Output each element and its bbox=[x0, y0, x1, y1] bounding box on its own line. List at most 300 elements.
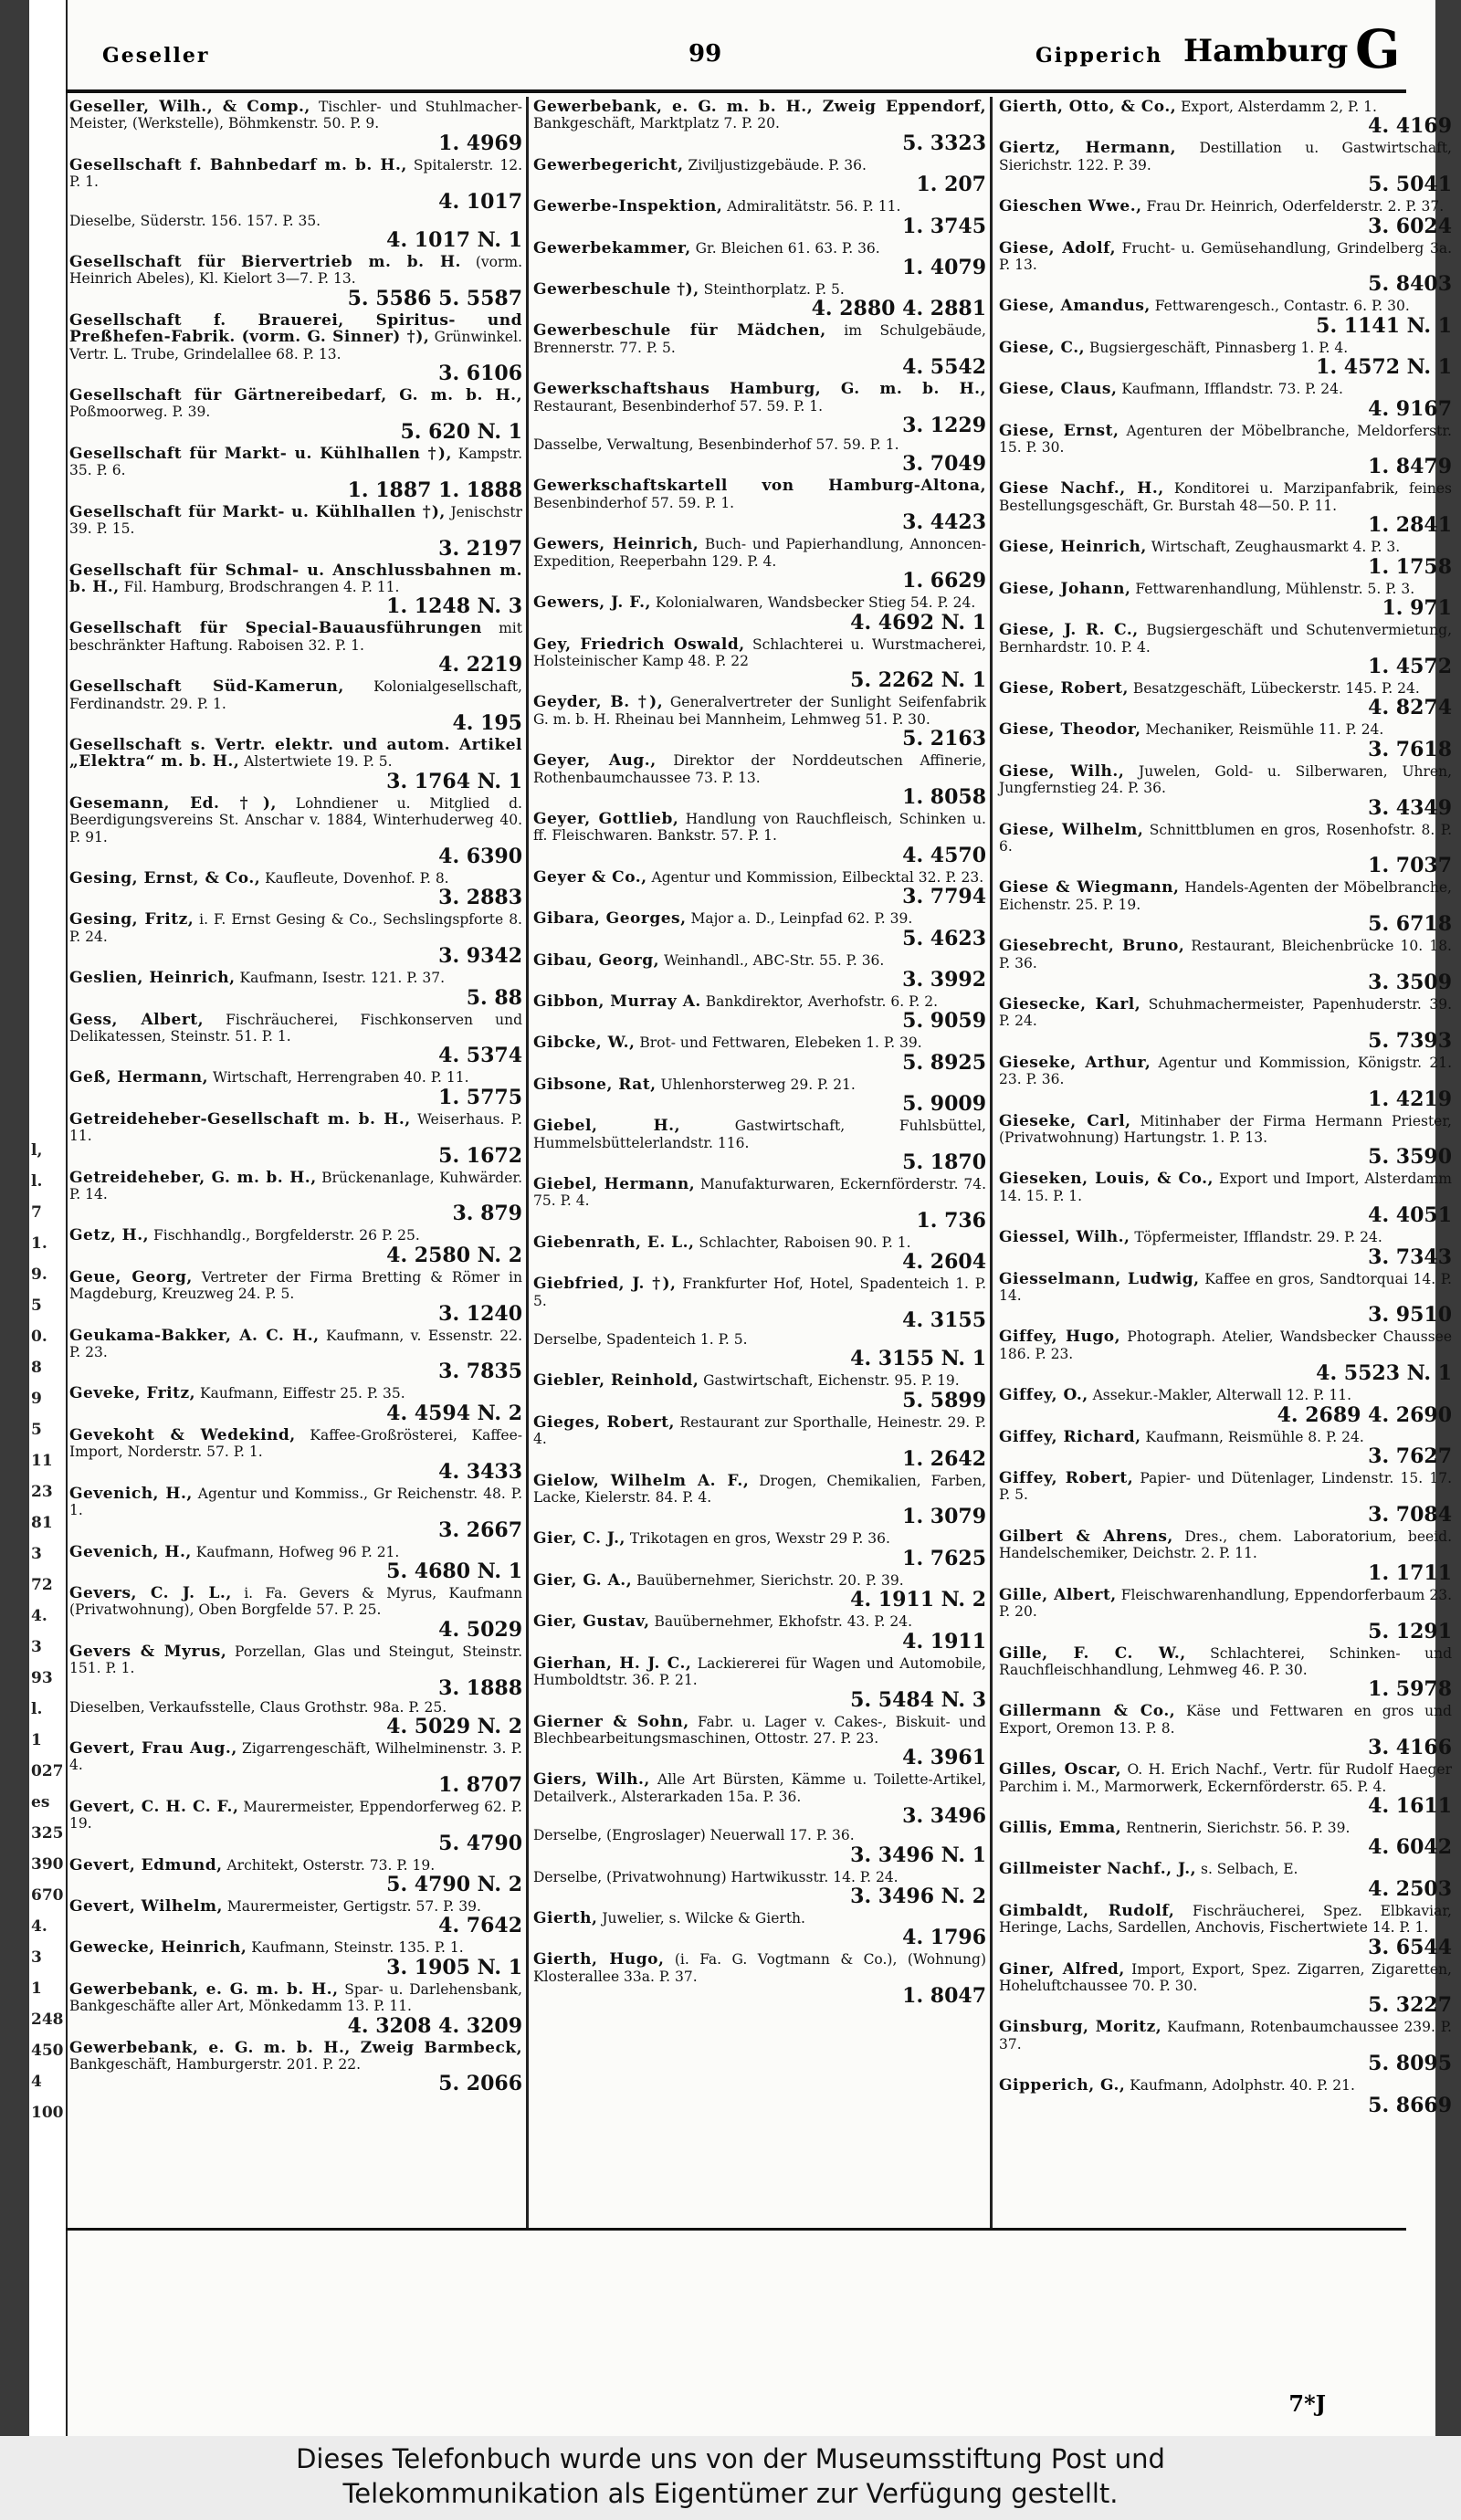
listing-entry bbox=[533, 1613, 986, 1652]
listing-phone: 4. 2689 4. 2690 bbox=[1277, 1402, 1452, 1427]
listing-entry bbox=[533, 594, 986, 633]
listing-details: Agentur und Kommission, Eilbecktal 32. P. 23. bbox=[651, 868, 984, 886]
listing-entry bbox=[69, 1069, 522, 1108]
listing-phone: 3. 7084 bbox=[1368, 1502, 1452, 1527]
listing-entry bbox=[69, 1227, 522, 1265]
listing-details: Zigarrengeschäft, Wilhelminenstr. 3. P. 4. bbox=[69, 1739, 522, 1774]
listing-details: Kaffee en gros, Sandtorquai 14. P. 14. bbox=[999, 1270, 1452, 1305]
listing-phone: 3. 1240 bbox=[438, 1301, 522, 1326]
listing-name: Gesellschaft für Markt- u. Kühlhallen †), bbox=[69, 444, 452, 463]
listing-entry bbox=[533, 1869, 986, 1907]
listing-entry bbox=[999, 581, 1452, 619]
listing-phone: 3. 1905 N. 1 bbox=[386, 1955, 522, 1979]
listing-phone: 4. 1017 bbox=[438, 189, 522, 214]
listing-phone: 5. 4623 bbox=[902, 926, 986, 950]
listing-name: Gipperich, G., bbox=[999, 2076, 1126, 2095]
listing-details: s. Selbach, E. bbox=[1201, 1861, 1298, 1878]
listing-name: Gewers, Heinrich, bbox=[533, 535, 699, 554]
listing-details: Juwelen, Gold- u. Silberwaren, Uhren, Jungfernstieg 24. P. 36. bbox=[999, 762, 1452, 797]
listing-phone: 3. 1229 bbox=[902, 414, 986, 438]
listing-entry bbox=[533, 694, 986, 750]
listing-entry bbox=[69, 1857, 522, 1895]
listing-name: Gier, G. A., bbox=[533, 1570, 633, 1590]
listing-name: Giese, Claus, bbox=[999, 380, 1118, 399]
listing-details: Poßmoorweg. P. 39. bbox=[69, 404, 211, 421]
listing-entry bbox=[999, 2019, 1452, 2074]
listing-details: Spitalerstr. 12. P. 1. bbox=[69, 156, 523, 191]
listing-entry bbox=[999, 879, 1452, 935]
listing-phone: 5. 620 N. 1 bbox=[400, 419, 522, 444]
listing-phone: 4. 4692 N. 1 bbox=[850, 610, 986, 635]
listing-details: Rentnerin, Sierichstr. 56. P. 39. bbox=[1126, 1819, 1351, 1836]
listing-entry bbox=[999, 198, 1452, 236]
listing-branch: Dieselben, Verkaufsstelle, Claus Grothstr. 98a. P. 25. bbox=[69, 1698, 447, 1716]
listing-entry bbox=[533, 1372, 986, 1411]
listing-details: Kaufmann, Hofweg 96 P. 21. bbox=[195, 1543, 400, 1560]
listing-details: mit beschränkter Haftung. Raboisen 32. P. 1. bbox=[69, 620, 522, 654]
listing-name: Gibsone, Rat, bbox=[533, 1075, 657, 1094]
listing-entry bbox=[533, 240, 986, 278]
listing-name: Gieseke, Arthur, bbox=[999, 1053, 1151, 1072]
listing-entry bbox=[69, 737, 522, 793]
listing-phone: 4. 4570 bbox=[902, 843, 986, 867]
listing-name: Gierth, Otto, & Co., bbox=[999, 98, 1177, 116]
listing-branch: Derselbe, Spadenteich 1. P. 5. bbox=[533, 1331, 748, 1349]
listing-name: Giesselmann, Ludwig, bbox=[999, 1269, 1200, 1288]
listing-name: Gesellschaft für Biervertrieb m. b. H. bbox=[69, 253, 461, 272]
listing-details: Restaurant zur Sporthalle, Heinestr. 29. P. 4. bbox=[533, 1413, 986, 1448]
listing-details: Kaufleute, Dovenhof. P. 8. bbox=[265, 869, 449, 887]
header-first-entry: Geseller bbox=[102, 44, 210, 68]
listing-entry bbox=[533, 281, 986, 320]
listing-details: Weinhandl., ABC-Str. 55. P. 36. bbox=[663, 951, 885, 969]
listing-phone: 3. 2667 bbox=[438, 1517, 522, 1542]
listing-details: Lackiererei für Wagen und Automobile, Humboldtstr. 36. P. 21. bbox=[533, 1654, 986, 1689]
edge-fragment: 3 bbox=[31, 1638, 42, 1656]
listing-details: Gastwirtschaft, Fuhlsbüttel, Hummelsbüttelerlandstr. 116. bbox=[533, 1118, 986, 1151]
listing-name: Giese, Robert, bbox=[999, 678, 1129, 698]
listing-name: Gewerkschaftshaus Hamburg, G. m. b. H., bbox=[533, 380, 986, 399]
edge-fragment: l. bbox=[31, 1172, 43, 1191]
listing-details: Porzellan, Glas und Steingut, Steinstr. 151. P. 1. bbox=[69, 1643, 522, 1677]
listing-entry bbox=[533, 322, 986, 378]
listing-phone: 5. 6718 bbox=[1368, 912, 1452, 937]
listing-name: Gesellschaft Süd-Kamerun, bbox=[69, 677, 344, 697]
listing-name: Gewerbebank, e. G. m. b. H., Zweig Eppendorf, bbox=[533, 98, 986, 116]
footer-line-2: Telekommunikation als Eigentümer zur Verfügung gestellt. bbox=[342, 2478, 1119, 2509]
listing-details: Alstertwiete 19. P. 5. bbox=[244, 753, 393, 771]
listing-phone: 5. 1141 N. 1 bbox=[1316, 313, 1452, 338]
listing-phone: 3. 6106 bbox=[438, 362, 522, 386]
header-last-entry: Gipperich bbox=[1035, 44, 1163, 68]
header-rule bbox=[66, 89, 1406, 93]
edge-fragment: 4. bbox=[31, 1917, 47, 1936]
listing-phone: 3. 7343 bbox=[1368, 1244, 1452, 1269]
listing-details: Dres., chem. Laboratorium, beeid. Handelschemiker, Deichstr. 2. P. 11. bbox=[999, 1528, 1452, 1562]
listing-entry bbox=[999, 1703, 1452, 1759]
listing-name: Gevenich, H., bbox=[69, 1542, 192, 1561]
edge-fragment: 7 bbox=[31, 1203, 42, 1222]
listing-entry bbox=[999, 1229, 1452, 1267]
listing-phone: 1. 4969 bbox=[438, 131, 522, 155]
listing-name: Gevenich, H., bbox=[69, 1484, 193, 1503]
listing-phone: 1. 8058 bbox=[902, 784, 986, 809]
listing-details: Alle Art Bürsten, Kämme u. Toilette-Artikel, Detailverk., Alsterarkaden 15a. P. 36. bbox=[533, 1771, 986, 1805]
listing-name: Gesellschaft für Gärtnereibedarf, G. m. b. H., bbox=[69, 386, 522, 405]
edge-fragment: 1 bbox=[31, 1731, 42, 1749]
listing-name: Giese, Heinrich, bbox=[999, 538, 1147, 557]
listing-name: Gierner & Sohn, bbox=[533, 1712, 689, 1731]
listing-phone: 4. 6390 bbox=[438, 844, 522, 868]
listing-phone: 4. 3433 bbox=[438, 1459, 522, 1484]
listing-details: Manufakturwaren, Eckernförderstr. 74. 75. P. 4. bbox=[533, 1176, 986, 1210]
listing-phone: 1. 4572 N. 1 bbox=[1316, 355, 1452, 380]
listing-details: Maurermeister, Gertigstr. 57. P. 39. bbox=[226, 1897, 481, 1915]
listing-name: Gille, F. C. W., bbox=[999, 1643, 1186, 1663]
listing-name: Gewecke, Heinrich, bbox=[69, 1938, 247, 1958]
listing-entry bbox=[533, 1034, 986, 1073]
listing-phone: 5. 4790 bbox=[438, 1831, 522, 1855]
listing-entry bbox=[533, 993, 986, 1032]
listing-details: i. Fa. Gevers & Myrus, Kaufmann (Privatwohnung), Oben Borgfelde 57. P. 25. bbox=[69, 1584, 522, 1619]
listing-name: Gesellschaft für Schmal- u. Anschlussbahnen m. b. H., bbox=[69, 561, 522, 596]
listing-phone: 5. 4680 N. 1 bbox=[386, 1559, 522, 1583]
listing-details: Kaufmann, Reismühle 8. P. 24. bbox=[1145, 1428, 1364, 1445]
listing-phone: 1. 4219 bbox=[1368, 1087, 1452, 1111]
listing-entry bbox=[533, 636, 986, 692]
header-city: Hamburg bbox=[1183, 33, 1349, 69]
listing-details: Handlung von Rauchfleisch, Schinken u. ff. Fleischwaren. Bankstr. 57. P. 1. bbox=[533, 810, 986, 845]
listing-phone: 3. 3992 bbox=[902, 967, 986, 992]
listing-phone: 3. 4349 bbox=[1368, 795, 1452, 820]
listing-phone: 1. 971 bbox=[1382, 596, 1452, 621]
footer-line-1: Dieses Telefonbuch wurde uns von der Museumsstiftung Post und bbox=[296, 2443, 1165, 2474]
listing-name: Giesebrecht, Bruno, bbox=[999, 937, 1185, 956]
listing-entry bbox=[999, 240, 1452, 296]
listing-details: Weiserhaus. P. 11. bbox=[69, 1110, 522, 1145]
listing-name: Gesellschaft f. Brauerei, Spiritus- und Preßhefen-Fabrik. (vorm. G. Sinner) †), bbox=[69, 310, 522, 347]
listing-phone: 5. 9059 bbox=[902, 1009, 986, 1034]
listing-entry bbox=[999, 298, 1452, 336]
listing-name: Giese Nachf., H., bbox=[999, 479, 1164, 499]
listing-details: Kolonialgesellschaft, Ferdinandstr. 29. P. 1. bbox=[69, 678, 522, 712]
listing-name: Giese & Wiegmann, bbox=[999, 878, 1180, 898]
edge-fragment: 248 bbox=[31, 2011, 64, 2029]
edge-fragment: 4. bbox=[31, 1607, 47, 1625]
edge-fragment: 1. bbox=[31, 1234, 47, 1253]
listing-entry bbox=[69, 1643, 522, 1738]
listing-details: Schnittblumen en gros, Rosenhofstr. 8. P. 6. bbox=[999, 821, 1453, 855]
listing-phone: 4. 5523 N. 1 bbox=[1316, 1361, 1452, 1386]
listing-phone: 4. 1796 bbox=[902, 1926, 986, 1950]
listing-phone: 5. 5586 5. 5587 bbox=[347, 286, 522, 310]
listing-name: Giese, Wilhelm, bbox=[999, 820, 1144, 839]
listing-details: Restaurant, Bleichenbrücke 10. 18. P. 36. bbox=[999, 938, 1452, 971]
listing-name: Gille, Albert, bbox=[999, 1585, 1117, 1604]
listing-entry bbox=[999, 822, 1452, 877]
bottom-rule bbox=[66, 2228, 1406, 2231]
edge-fragment: 450 bbox=[31, 2042, 64, 2060]
listing-phone: 3. 2197 bbox=[438, 536, 522, 561]
listing-details: Schuhmachermeister, Papenhuderstr. 39. P. 24. bbox=[999, 995, 1452, 1030]
listing-details: i. F. Ernst Gesing & Co., Sechslingspforte 8. P. 24. bbox=[69, 911, 522, 945]
listing-name: Gevekoht & Wedekind, bbox=[69, 1425, 296, 1444]
listing-name: Getreideheber-Gesellschaft m. b. H., bbox=[69, 1109, 411, 1129]
listing-details: Lohndiener u. Mitglied d. Beerdigungsvereins St. Anschar v. 1884, Winterhuderweg 40. P. 91. bbox=[69, 794, 522, 845]
listing-details: Besenbinderhof 57. 59. P. 1. bbox=[533, 494, 735, 511]
listing-name: Giebler, Reinhold, bbox=[533, 1371, 699, 1391]
listing-entry bbox=[533, 478, 986, 533]
listing-details: Frankfurter Hof, Hotel, Spadenteich 1. P. 5. bbox=[533, 1276, 986, 1309]
listing-phone: 4. 1911 bbox=[902, 1629, 986, 1654]
listing-name: Gevert, Frau Aug., bbox=[69, 1738, 237, 1758]
listing-phone: 1. 2841 bbox=[1368, 513, 1452, 538]
listing-entry bbox=[69, 157, 522, 251]
listing-entry bbox=[999, 140, 1452, 195]
listing-phone: 5. 1672 bbox=[438, 1143, 522, 1168]
listing-entry bbox=[533, 381, 986, 475]
listing-entry bbox=[69, 1544, 522, 1582]
listing-phone: 4. 1911 N. 2 bbox=[850, 1588, 986, 1612]
listing-entry bbox=[999, 1903, 1452, 1958]
listing-name: Giffey, O., bbox=[999, 1386, 1088, 1405]
listing-name: Gevers & Myrus, bbox=[69, 1642, 227, 1661]
listing-name: Gilles, Oscar, bbox=[999, 1760, 1122, 1780]
listing-name: Giese, Adolf, bbox=[999, 238, 1116, 257]
listing-details: Mitinhaber der Firma Hermann Priester, (Privatwohnung) Hartungstr. 1. P. 13. bbox=[999, 1112, 1452, 1146]
listing-name: Gesellschaft s. Vertr. elektr. und autom. Artikel „Elektra“ m. b. H., bbox=[69, 735, 522, 772]
listing-details: Photograph. Atelier, Wandsbecker Chaussee 186. P. 23. bbox=[999, 1328, 1452, 1362]
listing-phone: 4. 2604 bbox=[902, 1250, 986, 1275]
listing-name: Gieseken, Louis, & Co., bbox=[999, 1170, 1214, 1189]
listing-name: Giese, Ernst, bbox=[999, 421, 1119, 440]
listing-name: Gevert, Wilhelm, bbox=[69, 1896, 223, 1916]
listing-entry bbox=[69, 795, 522, 867]
listing-entry bbox=[999, 381, 1452, 419]
listing-phone: 4. 6042 bbox=[1368, 1835, 1452, 1860]
listing-entry bbox=[999, 1528, 1452, 1584]
listing-entry bbox=[999, 1645, 1452, 1701]
edge-fragment: 23 bbox=[31, 1483, 53, 1501]
edge-fragment: 8 bbox=[31, 1359, 42, 1377]
edge-fragment: 325 bbox=[31, 1824, 64, 1843]
listing-entry bbox=[69, 1427, 522, 1483]
listing-phone: 5. 3590 bbox=[1368, 1145, 1452, 1170]
listing-entry bbox=[69, 911, 522, 967]
listing-entry bbox=[533, 1951, 986, 2007]
listing-name: Giertz, Hermann, bbox=[999, 139, 1177, 158]
listing-entry bbox=[69, 1269, 522, 1325]
listing-name: Geseller, Wilh., & Comp., bbox=[69, 98, 310, 116]
listing-entry bbox=[69, 970, 522, 1008]
listing-details: Konditorei u. Marzipanfabrik, feines Bestellungsgeschäft, Gr. Burstah 48—50. P. 11. bbox=[999, 480, 1452, 514]
listing-details: Agenturen der Möbelbranche, Meldorferstr. 15. P. 30. bbox=[999, 422, 1452, 457]
listing-phone: 3. 3496 N. 2 bbox=[850, 1884, 986, 1908]
listing-name: Gess, Albert, bbox=[69, 1010, 205, 1029]
listing-entry bbox=[533, 1176, 986, 1232]
listing-phone: 4. 5542 bbox=[902, 355, 986, 380]
listing-phone: 5. 5484 N. 3 bbox=[850, 1687, 986, 1712]
listing-name: Getz, H., bbox=[69, 1226, 150, 1245]
listing-entry bbox=[69, 1939, 522, 1978]
listing-phone: 4. 2503 bbox=[1368, 1876, 1452, 1901]
listing-name: Gierhan, H. J. C., bbox=[533, 1654, 692, 1673]
edge-fragment: 93 bbox=[31, 1669, 53, 1687]
listing-name: Gevert, C. H. C. F., bbox=[69, 1797, 239, 1816]
listing-name: Gewerkschaftskartell von Hamburg-Altona, bbox=[533, 477, 986, 496]
listing-details: Kaffee-Großrösterei, Kaffee-Import, Norderstr. 57. P. 1. bbox=[69, 1426, 522, 1461]
listing-name: Gimbaldt, Rudolf, bbox=[999, 1901, 1175, 1920]
listing-name: Giffey, Hugo, bbox=[999, 1328, 1121, 1347]
listing-details: Juwelier, s. Wilcke & Gierth. bbox=[602, 1909, 805, 1927]
listing-name: Gesellschaft f. Bahnbedarf m. b. H., bbox=[69, 155, 407, 174]
listing-entry bbox=[533, 1118, 986, 1173]
listing-phone: 5. 4790 N. 2 bbox=[386, 1872, 522, 1896]
listing-phone: 1. 1711 bbox=[1368, 1560, 1452, 1585]
listing-entry bbox=[69, 312, 522, 384]
listing-name: Gieges, Robert, bbox=[533, 1412, 675, 1432]
listing-entry bbox=[999, 938, 1452, 993]
footer-notice bbox=[0, 2436, 1461, 2520]
listing-name: Gewerbeschule †), bbox=[533, 280, 699, 299]
listing-phone: 4. 195 bbox=[452, 710, 522, 735]
listing-phone: 1. 207 bbox=[916, 173, 986, 197]
listing-details: Kaufmann, Adolphstr. 40. P. 21. bbox=[1130, 2077, 1355, 2095]
listing-details: Gr. Bleichen 61. 63. P. 36. bbox=[695, 239, 880, 257]
listing-phone: 4. 3208 4. 3209 bbox=[347, 2013, 522, 2038]
listing-details: Fischräucherei, Fischkonserven und Delikatessen, Steinstr. 51. P. 1. bbox=[69, 1011, 523, 1045]
listing-details: Import, Export, Spez. Zigarren, Zigaretten, Hoheluftchaussee 70. P. 30. bbox=[999, 1960, 1452, 1994]
listing-name: Ginsburg, Moritz, bbox=[999, 2018, 1162, 2037]
listing-phone: 3. 7835 bbox=[438, 1360, 522, 1384]
edge-fragment: 5 bbox=[31, 1297, 42, 1315]
listing-entry bbox=[69, 1385, 522, 1423]
listing-phone: 3. 2883 bbox=[438, 886, 522, 910]
listing-phone: 4. 9167 bbox=[1368, 396, 1452, 421]
listing-phone: 1. 3079 bbox=[902, 1505, 986, 1529]
listing-details: Admiralitätstr. 56. P. 11. bbox=[727, 198, 901, 215]
listing-name: Gieschen Wwe., bbox=[999, 197, 1142, 216]
listing-phone: 5. 8403 bbox=[1368, 272, 1452, 297]
listing-name: Giffey, Robert, bbox=[999, 1469, 1134, 1488]
listing-details: Maurermeister, Eppendorferweg 62. P. 19. bbox=[69, 1798, 522, 1832]
edge-fragment: 4 bbox=[31, 2073, 42, 2091]
listing-details: Fleischwarenhandlung, Eppendorferbaum 23. P. 20. bbox=[999, 1586, 1453, 1621]
listing-entry bbox=[533, 752, 986, 808]
listing-entry bbox=[533, 811, 986, 866]
page-number: 99 bbox=[688, 40, 722, 68]
directory-page bbox=[29, 0, 1453, 2436]
listing-phone: 4. 4594 N. 2 bbox=[386, 1401, 522, 1425]
listing-entry bbox=[533, 1714, 986, 1769]
listing-phone: 3. 3496 N. 1 bbox=[850, 1843, 986, 1867]
listing-phone: 4. 4051 bbox=[1368, 1203, 1452, 1228]
listing-entry bbox=[533, 910, 986, 949]
listing-phone: 5. 2163 bbox=[902, 727, 986, 751]
listing-entry bbox=[999, 480, 1452, 536]
listing-details: Papier- und Dütenlager, Lindenstr. 15. 17. P. 5. bbox=[999, 1470, 1452, 1504]
listing-phone: 1. 1758 bbox=[1368, 554, 1452, 579]
listing-phone: 3. 3496 bbox=[902, 1804, 986, 1829]
listing-entry bbox=[999, 1861, 1452, 1899]
listing-details: Gastwirtschaft, Eichenstr. 95. P. 19. bbox=[703, 1372, 960, 1390]
listing-entry bbox=[69, 1111, 522, 1167]
edge-fragment: l, bbox=[31, 1141, 43, 1160]
listing-name: Gewerbebank, e. G. m. b. H., bbox=[69, 1979, 339, 1999]
listing-entry bbox=[533, 1771, 986, 1865]
edge-fragment: 390 bbox=[31, 1855, 64, 1874]
listing-phone: 3. 1764 N. 1 bbox=[386, 769, 522, 793]
listing-phone: 3. 3509 bbox=[1368, 970, 1452, 994]
listing-name: Gibara, Georges, bbox=[533, 909, 687, 929]
listing-details: Grünwinkel. Vertr. L. Trube, Grindelallee 68. P. 13. bbox=[69, 329, 522, 362]
listing-details: Kolonialwaren, Wandsbecker Stieg 54. P. 24. bbox=[655, 594, 976, 612]
listing-details: Agentur und Kommission, Königstr. 21. 23. P. 36. bbox=[999, 1054, 1452, 1088]
listing-name: Gielow, Wilhelm A. F., bbox=[533, 1471, 750, 1490]
listing-entry bbox=[533, 869, 986, 908]
listing-name: Gierth, bbox=[533, 1908, 598, 1927]
listing-phone: 4. 2219 bbox=[438, 653, 522, 677]
listing-phone: 5. 2262 N. 1 bbox=[850, 668, 986, 693]
listing-name: Giesecke, Karl, bbox=[999, 994, 1141, 1013]
listing-details: im Schulgebäude, Brennerstr. 77. P. 5. bbox=[533, 322, 986, 356]
listing-entry bbox=[69, 1012, 522, 1067]
listing-details: Fettwarenhandlung, Mühlenstr. 5. P. 3. bbox=[1135, 580, 1415, 597]
listing-details: Kaufmann, Eiffestr 25. P. 35. bbox=[200, 1385, 405, 1402]
listing-phone: 3. 9342 bbox=[438, 944, 522, 969]
listing-entry bbox=[533, 198, 986, 236]
listing-details: Brot- und Fettwaren, Elebeken 1. P. 39. bbox=[639, 1034, 922, 1052]
listing-phone: 3. 4166 bbox=[1368, 1736, 1452, 1760]
listing-details: Trikotagen en gros, Wexstr 29 P. 36. bbox=[629, 1530, 890, 1548]
listing-entry bbox=[533, 536, 986, 592]
listing-details: Fil. Hamburg, Brodschrangen 4. P. 11. bbox=[123, 578, 400, 595]
listing-details: Frau Dr. Heinrich, Oderfelderstr. 2. P. 37. bbox=[1146, 198, 1445, 215]
listing-details: Schlachterei, Schinken- und Rauchfleischhandlung, Lehmweg 46. P. 30. bbox=[999, 1644, 1453, 1678]
listing-name: Gilbert & Ahrens, bbox=[999, 1527, 1173, 1546]
listing-details: (vorm. Heinrich Abeles), Kl. Kielort 3—7. P. 13. bbox=[69, 254, 522, 288]
column-1 bbox=[69, 99, 522, 2226]
listing-phone: 1. 7625 bbox=[902, 1546, 986, 1570]
edge-fragment: 72 bbox=[31, 1576, 53, 1594]
listing-name: Giebenrath, E. L., bbox=[533, 1233, 695, 1252]
listing-entry bbox=[533, 157, 986, 195]
listing-name: Gewerbekammer, bbox=[533, 238, 691, 257]
listing-details: Schlachter, Raboisen 90. P. 1. bbox=[699, 1234, 911, 1251]
listing-details: Generalvertreter der Sunlight Seifenfabrik G. m. b. H. Rheinau bei Mannheim, Lehmweg 51. P. 30. bbox=[533, 694, 987, 728]
listing-name: Gesemann, Ed. †), bbox=[69, 793, 277, 813]
listing-details: Käse und Fettwaren en gros und Export, Oremon 13. P. 8. bbox=[999, 1703, 1452, 1737]
listing-details: Derselbe, (Privatwohnung) Hartwikusstr. 14. P. 24. bbox=[533, 1868, 899, 1885]
listing-details: Wirtschaft, Zeughausmarkt 4. P. 3. bbox=[1151, 539, 1401, 556]
listing-details: Spar- u. Darlehensbank, Bankgeschäfte aller Art, Mönkedamm 13. P. 11. bbox=[69, 1980, 522, 2015]
listing-name: Giers, Wilh., bbox=[533, 1770, 650, 1790]
listing-details: Kaufmann, v. Essenstr. 22. P. 23. bbox=[69, 1327, 523, 1361]
listing-entry bbox=[69, 870, 522, 908]
listing-branch: Derselbe, (Engroslager) Neuerwall 17. P. 36. bbox=[533, 1827, 855, 1844]
listing-name: Gibbon, Murray A. bbox=[533, 992, 701, 1011]
listing-entry bbox=[999, 1055, 1452, 1110]
listing-phone: 1. 5775 bbox=[438, 1085, 522, 1109]
listing-phone: 4. 4169 bbox=[1368, 114, 1452, 139]
listing-details: Wirtschaft, Herrengraben 40. P. 11. bbox=[213, 1069, 469, 1087]
listing-phone: 1. 4079 bbox=[902, 256, 986, 280]
column-separator bbox=[990, 97, 993, 2228]
listing-name: Gey, Friedrich Oswald, bbox=[533, 635, 745, 654]
listing-phone: 1. 3745 bbox=[902, 214, 986, 238]
listing-name: Gevers, C. J. L., bbox=[69, 1583, 232, 1602]
edge-fragment: 81 bbox=[31, 1514, 53, 1532]
